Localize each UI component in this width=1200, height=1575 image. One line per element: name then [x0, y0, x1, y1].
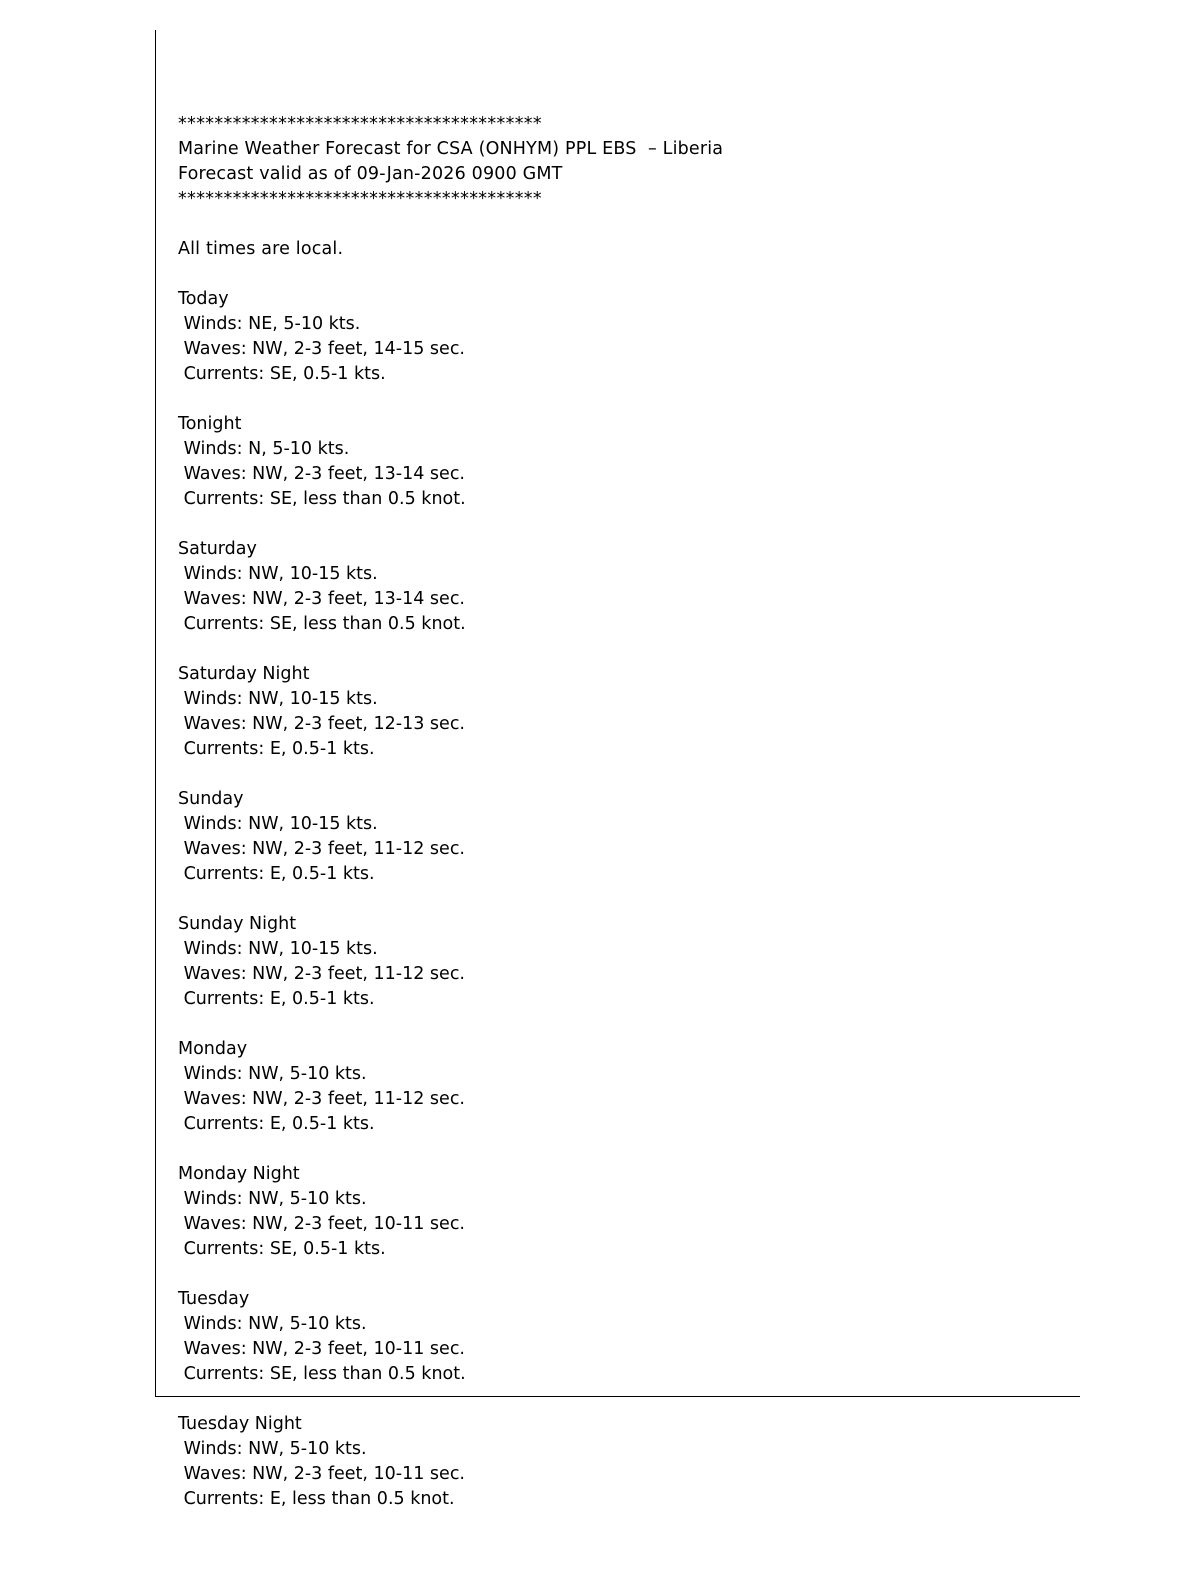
spacer — [178, 887, 1078, 912]
period-name: Monday — [178, 1039, 248, 1059]
forecast-validity: Forecast valid as of 09-Jan-2026 0900 GMT — [178, 164, 563, 184]
period-name: Saturday Night — [178, 664, 310, 684]
period-waves: Waves: NW, 2-3 feet, 11-12 sec. — [178, 964, 465, 984]
period-waves: Waves: NW, 2-3 feet, 11-12 sec. — [178, 1089, 465, 1109]
spacer — [178, 262, 1078, 287]
period-winds: Winds: NW, 10-15 kts. — [178, 939, 378, 959]
period-name: Monday Night — [178, 1164, 300, 1184]
period-currents: Currents: E, 0.5-1 kts. — [178, 739, 375, 759]
period-name: Sunday — [178, 789, 244, 809]
spacer — [178, 762, 1078, 787]
period-name: Tuesday Night — [178, 1414, 302, 1434]
period-name: Today — [178, 289, 229, 309]
period-currents: Currents: E, less than 0.5 knot. — [178, 1489, 455, 1509]
period-waves: Waves: NW, 2-3 feet, 12-13 sec. — [178, 714, 465, 734]
period-name: Tonight — [178, 414, 242, 434]
spacer — [178, 512, 1078, 537]
spacer — [178, 212, 1078, 237]
period-waves: Waves: NW, 2-3 feet, 14-15 sec. — [178, 339, 465, 359]
period-winds: Winds: NE, 5-10 kts. — [178, 314, 361, 334]
times-note: All times are local. — [178, 239, 344, 259]
period-waves: Waves: NW, 2-3 feet, 10-11 sec. — [178, 1464, 465, 1484]
spacer — [178, 1137, 1078, 1162]
period-winds: Winds: NW, 10-15 kts. — [178, 814, 378, 834]
period-waves: Waves: NW, 2-3 feet, 10-11 sec. — [178, 1214, 465, 1234]
period-winds: Winds: NW, 5-10 kts. — [178, 1189, 367, 1209]
period-waves: Waves: NW, 2-3 feet, 13-14 sec. — [178, 464, 465, 484]
spacer — [178, 637, 1078, 662]
period-winds: Winds: NW, 10-15 kts. — [178, 689, 378, 709]
period-currents: Currents: E, 0.5-1 kts. — [178, 1114, 375, 1134]
forecast-body — [178, 112, 1078, 1387]
forecast-title: Marine Weather Forecast for CSA (ONHYM) PPL EBS – Liberia — [178, 139, 724, 159]
forecast-overflow — [178, 1412, 1078, 1512]
period-winds: Winds: NW, 5-10 kts. — [178, 1314, 367, 1334]
period-winds: Winds: N, 5-10 kts. — [178, 439, 350, 459]
period-winds: Winds: NW, 10-15 kts. — [178, 564, 378, 584]
spacer — [178, 1012, 1078, 1037]
period-currents: Currents: SE, less than 0.5 knot. — [178, 614, 466, 634]
period-winds: Winds: NW, 5-10 kts. — [178, 1064, 367, 1084]
period-currents: Currents: SE, 0.5-1 kts. — [178, 364, 386, 384]
period-winds: Winds: NW, 5-10 kts. — [178, 1439, 367, 1459]
spacer — [178, 387, 1078, 412]
period-currents: Currents: E, 0.5-1 kts. — [178, 989, 375, 1009]
period-waves: Waves: NW, 2-3 feet, 10-11 sec. — [178, 1339, 465, 1359]
period-currents: Currents: SE, less than 0.5 knot. — [178, 489, 466, 509]
period-waves: Waves: NW, 2-3 feet, 11-12 sec. — [178, 839, 465, 859]
header-rule-bottom: **************************************** — [178, 189, 542, 209]
header-rule-top: **************************************** — [178, 114, 542, 134]
period-name: Tuesday — [178, 1289, 250, 1309]
period-currents: Currents: E, 0.5-1 kts. — [178, 864, 375, 884]
period-name: Sunday Night — [178, 914, 297, 934]
period-waves: Waves: NW, 2-3 feet, 13-14 sec. — [178, 589, 465, 609]
period-name: Saturday — [178, 539, 257, 559]
spacer — [178, 1262, 1078, 1287]
period-currents: Currents: SE, 0.5-1 kts. — [178, 1239, 386, 1259]
period-currents: Currents: SE, less than 0.5 knot. — [178, 1364, 466, 1384]
